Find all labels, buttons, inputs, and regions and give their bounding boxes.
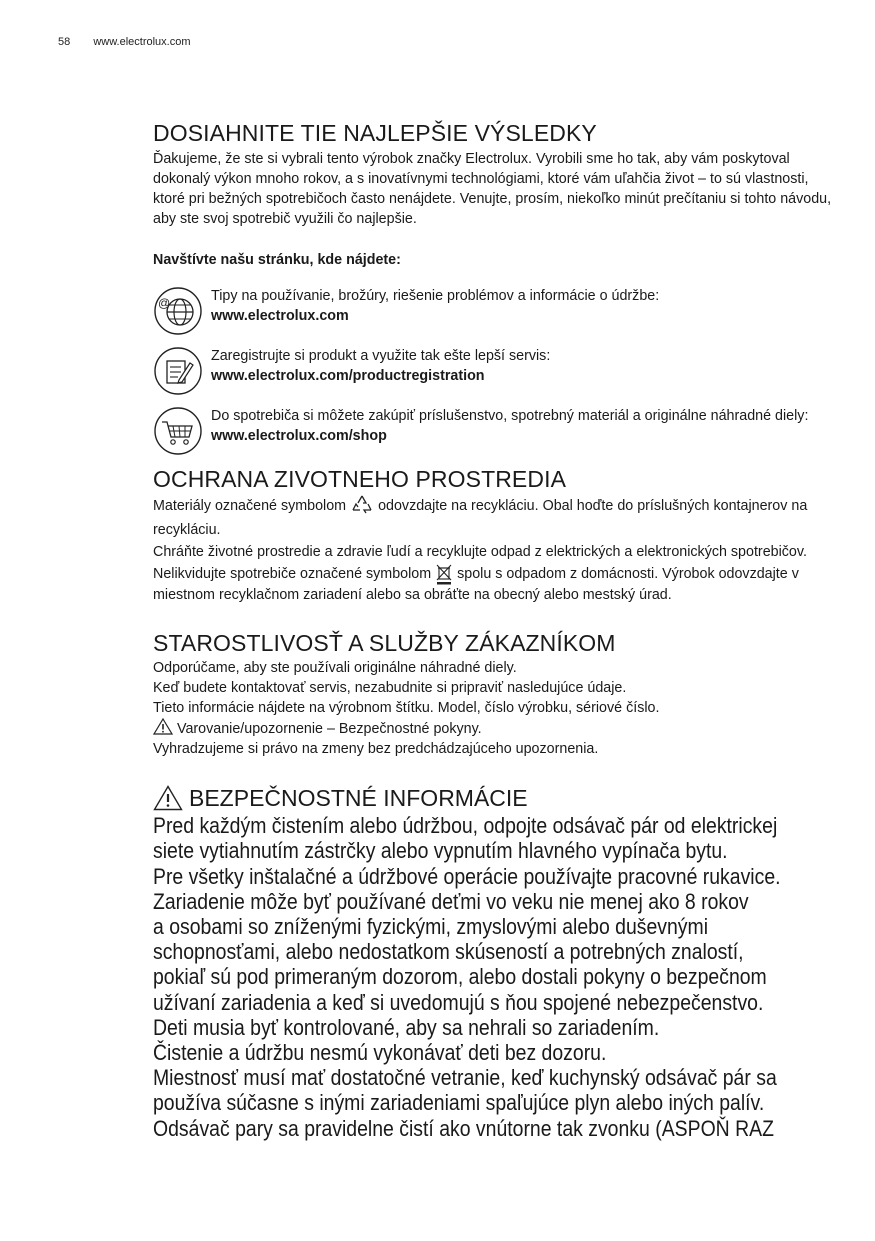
care-line-2: Keď budete kontaktovať servis, nezabudnite si pripraviť nasledujúce údaje. [153, 680, 627, 697]
page-content [153, 118, 843, 1141]
safety-line: siete vytiahnutím zástrčky alebo vypnutím hlavného vypínača bytu. [153, 838, 728, 864]
globe-icon [153, 286, 203, 336]
safety-line: používa súčasne s inými zariadeniami spaľujúce plyn alebo iných palív. [153, 1090, 765, 1116]
link-item-shop [153, 402, 843, 454]
care-line-3: Tieto informácie nájdete na výrobnom štítku. Model, číslo výrobku, sériové číslo. [153, 700, 660, 717]
care-line-1: Odporúčame, aby ste používali originálne náhradné diely. [153, 660, 517, 677]
warning-icon [153, 718, 173, 735]
care-section [153, 628, 843, 759]
results-intro: Ďakujeme, že ste si vybrali tento výrobok značky Electrolux. Vyrobili sme ho tak, aby vám poskytoval dokonalý výkon mnoho rokov, a s inovatívnymi technológiami, ktoré vám uľahčia život – to sú vlastnosti, ktoré pri bežných spotrebičoch často nenájdete. Venujte, prosím, niekoľko minút prečítaniu si tohto návodu, aby ste svoj spotrebič využili čo najlepšie. [153, 151, 832, 227]
safety-title: BEZPEČNOSTNÉ INFORMÁCIE [189, 785, 528, 812]
safety-line: užívaní zariadenia a keď si uvedomujú s ňou spojené nebezpečenstvo. [153, 989, 764, 1015]
recycle-icon [350, 494, 374, 518]
link-tips-url[interactable]: www.electrolux.com [211, 308, 349, 324]
environment-paragraph-1 [153, 494, 843, 542]
visit-label: Navštívte našu stránku, kde nájdete: [153, 252, 401, 268]
link-item-tips [153, 282, 843, 334]
safety-line: pokiaľ sú pod primeraným dozorom, alebo dostali pokyny o bezpečnom [153, 964, 767, 990]
header-website[interactable]: www.electrolux.com [93, 36, 191, 48]
link-register-text: Zaregistrujte si produkt a využite tak ešte lepší servis: [211, 348, 551, 364]
warning-icon [153, 785, 183, 811]
env-p1-before: Materiály označené symbolom [153, 498, 347, 514]
environment-paragraph-2 [153, 542, 843, 606]
link-shop-url[interactable]: www.electrolux.com/shop [211, 428, 387, 444]
env-p1-after: odovzdajte na recykláciu. Obal hoďte do príslušných kontajnerov na recykláciu. [153, 498, 808, 539]
svg-text:@: @ [158, 296, 171, 310]
link-tips-text: Tipy na používanie, brožúry, riešenie problémov a informácie o údržbe: [211, 288, 660, 304]
environment-section [153, 464, 843, 606]
register-icon [153, 346, 203, 396]
safety-line: a osobami so zníženými fyzickými, zmyslovými alebo duševnými [153, 914, 709, 940]
safety-line: Odsávač pary sa pravidelne čistí ako vnútorne tak zvonku (ASPOŇ RAZ [153, 1115, 774, 1141]
link-register-url[interactable]: www.electrolux.com/productregistration [211, 368, 485, 384]
safety-line: Pred každým čistením alebo údržbou, odpojte odsávač pár od elektrickej [153, 813, 778, 839]
page-number: 58 [58, 36, 71, 48]
safety-line: Pre všetky inštalačné a údržbové operácie používajte pracovné rukavice. [153, 863, 781, 889]
links-list [153, 282, 843, 454]
environment-title: OCHRANA ZIVOTNEHO PROSTREDIA [153, 466, 567, 492]
care-line-4 [153, 718, 843, 739]
weee-bin-icon [435, 563, 453, 585]
safety-line: schopnosťami, alebo nedostatkom skúseností a potrebných znalostí, [153, 939, 744, 965]
safety-line: Deti musia byť kontrolované, aby sa nehrali so zariadením. [153, 1014, 660, 1040]
env-p2-after: spolu s odpadom z domácnosti. Výrobok odovzdajte v miestnom recyklačnom zariadení alebo sa obráťte na obecný alebo mestský úrad. [153, 566, 799, 604]
link-shop-text: Do spotrebiča si môžete zakúpiť príslušenstvo, spotrebný materiál a originálne náhradné diely: [211, 408, 809, 424]
care-line-5: Vyhradzujeme si právo na zmeny bez predchádzajúceho upozornenia. [153, 741, 599, 758]
results-section [153, 118, 843, 454]
care-title: STAROSTLIVOSŤ A SLUŽBY ZÁKAZNÍKOM [153, 630, 616, 657]
safety-text [153, 813, 832, 1141]
env-p2-before: Chráňte životné prostredie a zdravie ľudí a recyklujte odpad z elektrických a elektronických spotrebičov. Nelikvidujte spotrebiče označené symbolom [153, 544, 807, 582]
safety-section [153, 783, 843, 1141]
safety-line: Čistenie a údržbu nesmú vykonávať deti bez dozoru. [153, 1040, 607, 1066]
safety-line: Miestnosť musí mať dostatočné vetranie, keď kuchynský odsávač pár sa [153, 1065, 777, 1091]
results-title: DOSIAHNITE TIE NAJLEPŠIE VÝSLEDKY [153, 120, 597, 146]
safety-heading [153, 783, 843, 813]
page-header [58, 36, 191, 48]
link-item-register [153, 342, 843, 394]
safety-line: Zariadenie môže byť používané deťmi vo veku nie menej ako 8 rokov [153, 888, 749, 914]
cart-icon [153, 406, 203, 456]
care-warning-text: Varovanie/upozornenie – Bezpečnostné pokyny. [176, 721, 482, 738]
